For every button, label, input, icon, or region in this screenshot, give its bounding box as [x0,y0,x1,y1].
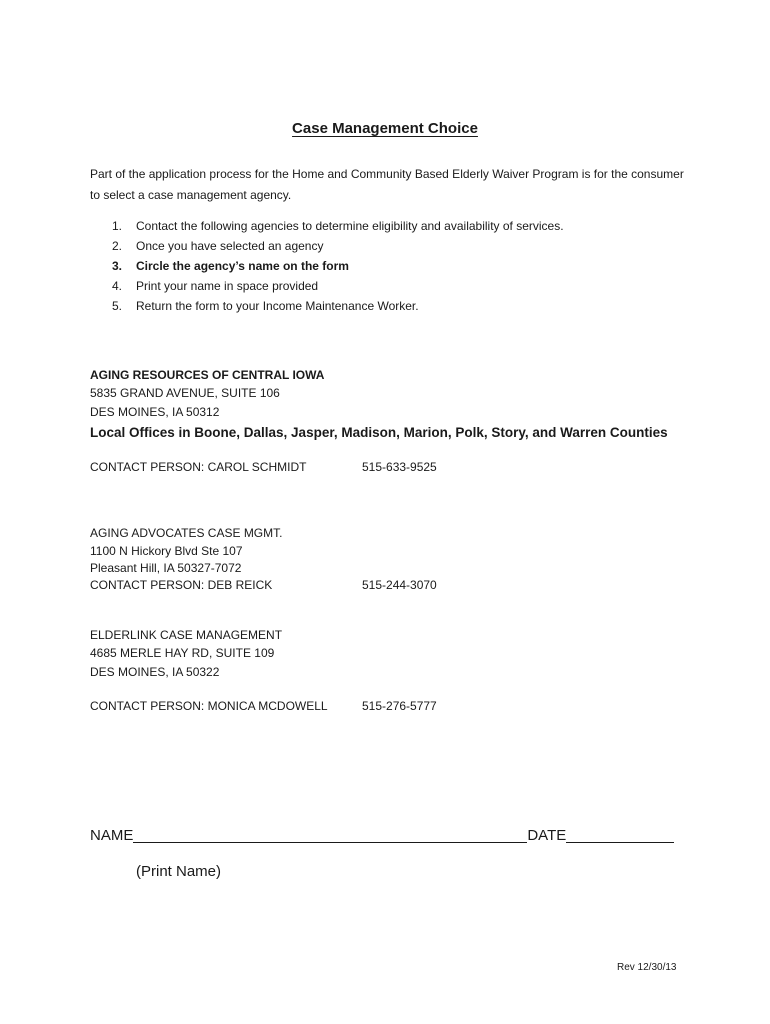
agency-contact: CONTACT PERSON: DEB REICK [90,578,273,592]
print-name-caption: (Print Name) [136,863,222,880]
name-label: NAME [90,827,134,844]
signature-row [90,826,674,844]
agency-address-line: DES MOINES, IA 50312 [90,405,220,419]
agency-address-line: 5835 GRAND AVENUE, SUITE 106 [90,386,280,400]
agency-phone: 515-276-5777 [362,699,437,713]
agency-office-note: Local Offices in Boone, Dallas, Jasper, Madison, Marion, Polk, Story, and Warren Counties [90,425,668,440]
agency-name[interactable]: ELDERLINK CASE MANAGEMENT [90,628,283,642]
date-label: DATE [527,827,567,844]
page-title: Case Management Choice [292,120,478,137]
date-field[interactable] [566,826,674,843]
agency-contact: CONTACT PERSON: CAROL SCHMIDT [90,460,307,474]
agency-name[interactable]: AGING ADVOCATES CASE MGMT. [90,526,283,540]
agency-address-line: Pleasant Hill, IA 50327-7072 [90,561,242,575]
intro-paragraph: Part of the application process for the Home and Community Based Elderly Waiver Program is for the consumer to select a case management agency. [90,167,684,202]
agency-phone: 515-244-3070 [362,578,437,592]
agency-address-line: 1100 N Hickory Blvd Ste 107 [90,544,243,558]
name-field[interactable] [133,826,527,843]
agency-name[interactable]: AGING RESOURCES OF CENTRAL IOWA [90,368,325,382]
agency-address-line: 4685 MERLE HAY RD, SUITE 109 [90,646,275,660]
agency-contact: CONTACT PERSON: MONICA MCDOWELL [90,699,328,713]
revision-date: Rev 12/30/13 [617,962,677,973]
document-page: Case Management Choice Part of the application process for the Home and Community Based Elderly Waiver Program is for the consumer to select a case management agency. 1. Contact the following agencies to determine eligibility and availability of services. 2. Once you have selected an agency 3. Circle the agency’s name on the form 4. Print your name in space provided 5. Return the form to your Income Maintenance Worker. AGING RESOURCES OF CENTRAL IOWA 5835 GRAND AVENUE, SUITE 106 DES MOINES, IA 50312 Local Offices in Boone, Dallas, Jasper, Madison, Marion, Polk, Story, and Warren Counties CONTACT PERSON: CAROL SCHMIDT 515-633-9525 AGING ADVOCATES CASE MGMT. 1100 N Hickory Blvd Ste 107 Pleasant Hill, IA 50327-7072 CONTACT PERSON: DEB REICK 515-244-3070 ELDERLINK CASE MANAGEMENT 4685 MERLE HAY RD, SUITE 109 DES MOINES, IA 50322 CONTACT PERSON: MONICA MCDOWELL 515-276-5777 NAME DATE (Print Name) Rev 12/30/13 [0,0,770,1024]
agency-address-line: DES MOINES, IA 50322 [90,665,220,679]
agency-phone: 515-633-9525 [362,460,437,474]
